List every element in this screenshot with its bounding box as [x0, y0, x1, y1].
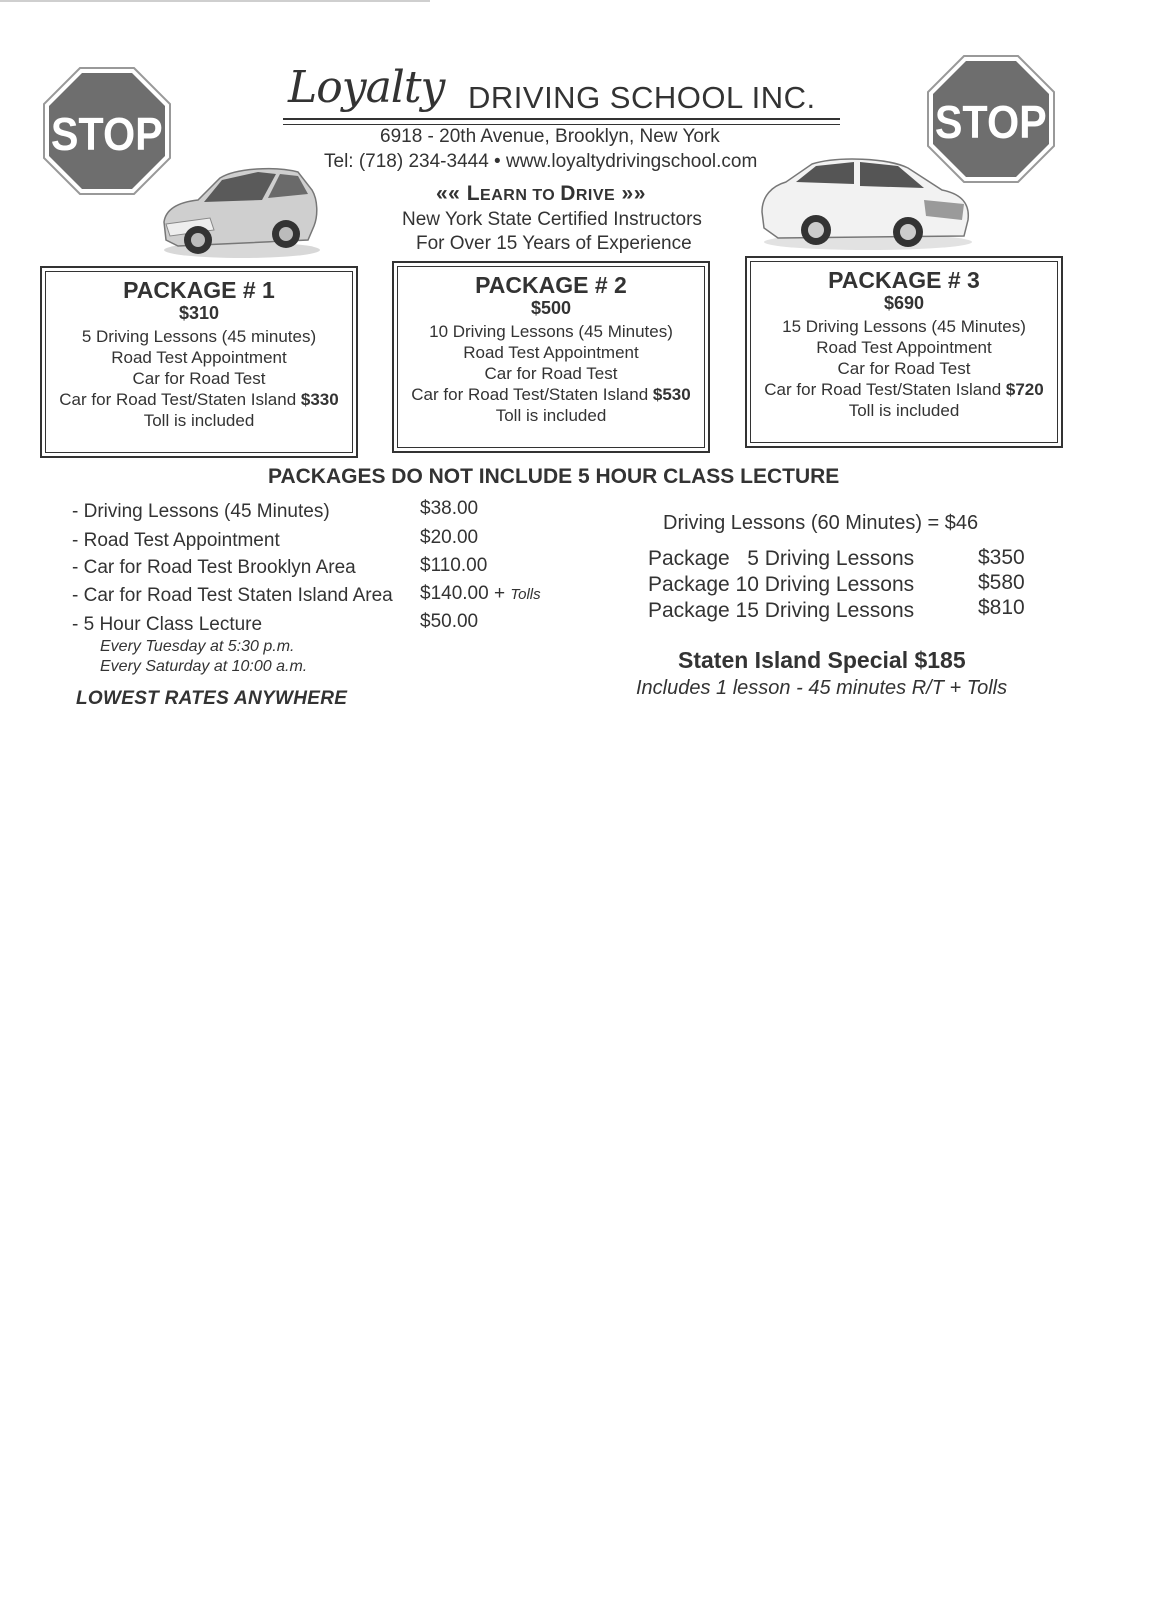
learn-to-drive-banner — [436, 182, 646, 206]
package-title: PACKAGE # 2 — [475, 272, 627, 298]
package-toll: Toll is included — [495, 406, 607, 425]
price-item-label: - Driving Lessons (45 Minutes) — [72, 501, 330, 522]
lesson-package-label: Package 5 Driving Lessons — [648, 547, 915, 570]
sixty-minute-lesson-price: Driving Lessons (60 Minutes) = $46 — [663, 512, 979, 534]
package-appointment: Road Test Appointment — [111, 348, 287, 367]
package-staten-label: Car for Road Test/Staten Island — [411, 385, 653, 404]
package-title: PACKAGE # 3 — [828, 267, 980, 293]
package-price: $500 — [530, 298, 572, 318]
learn-part-2: RIVE — [575, 187, 616, 204]
package-title: PACKAGE # 1 — [123, 277, 275, 303]
lesson-package-label: Package 10 Driving Lessons — [648, 573, 915, 596]
address: 6918 - 20th Avenue, Brooklyn, New York — [380, 126, 720, 147]
price-item-extra: Tolls — [510, 586, 541, 603]
price-item-label: - Road Test Appointment — [72, 530, 280, 551]
package-appointment: Road Test Appointment — [463, 343, 639, 362]
car-left-icon — [158, 160, 320, 260]
price-item-label: - 5 Hour Class Lecture — [72, 614, 263, 635]
stop-sign-right-text: STOP — [934, 97, 1047, 149]
package-card-1 — [40, 266, 358, 458]
package-toll: Toll is included — [848, 401, 960, 420]
package-staten-price: $330 — [300, 390, 339, 409]
price-item-label: - Car for Road Test Brooklyn Area — [72, 557, 356, 578]
package-staten-price: $530 — [652, 385, 691, 404]
scan-edge-line — [0, 0, 430, 2]
staten-island-special-subtitle: Includes 1 lesson - 45 minutes R/T + Tolls — [636, 677, 1008, 699]
price-item-value: $38.00 — [420, 498, 479, 519]
package-card-2 — [392, 261, 710, 453]
package-staten-island — [398, 384, 704, 405]
header-rule — [283, 118, 840, 120]
header-rule-thin — [283, 124, 840, 125]
package-appointment: Road Test Appointment — [816, 338, 992, 357]
lesson-package-price: $810 — [978, 596, 1025, 619]
package-staten-label: Car for Road Test/Staten Island — [764, 380, 1006, 399]
package-staten-island — [46, 389, 352, 410]
package-lessons: 15 Driving Lessons (45 Minutes) — [782, 317, 1026, 336]
certified-line: New York State Certified Instructors — [402, 209, 702, 230]
lecture-schedule-saturday: Every Saturday at 10:00 a.m. — [100, 658, 308, 675]
brand-logo-script: Loyalty — [288, 62, 445, 113]
learn-part-1: EARN TO — [480, 187, 561, 204]
staten-island-special-title: Staten Island Special $185 — [678, 647, 966, 673]
package-toll: Toll is included — [143, 411, 255, 430]
package-car: Car for Road Test — [484, 364, 618, 383]
learn-d: D — [560, 182, 576, 205]
packages-notice: PACKAGES DO NOT INCLUDE 5 HOUR CLASS LECTURE — [268, 465, 840, 488]
experience-line: For Over 15 Years of Experience — [416, 233, 692, 254]
price-item-label: - Car for Road Test Staten Island Area — [72, 585, 393, 606]
stop-sign-left-icon — [42, 66, 172, 196]
price-item-value: $110.00 — [420, 555, 488, 576]
package-car: Car for Road Test — [837, 359, 971, 378]
package-card-3 — [745, 256, 1063, 448]
package-lessons: 10 Driving Lessons (45 Minutes) — [429, 322, 673, 341]
price-item-value — [420, 583, 541, 605]
package-price: $690 — [883, 293, 925, 313]
package-staten-island — [751, 379, 1057, 400]
brand-name: DRIVING SCHOOL INC. — [468, 80, 816, 115]
package-staten-label: Car for Road Test/Staten Island — [59, 390, 301, 409]
contact-line: Tel: (718) 234-3444 • www.loyaltydrivingschool.com — [324, 151, 758, 172]
package-staten-price: $720 — [1005, 380, 1044, 399]
lesson-package-price: $350 — [978, 546, 1025, 569]
car-right-icon — [758, 156, 974, 252]
price-item-value: $50.00 — [420, 611, 479, 632]
lesson-package-price: $580 — [978, 571, 1025, 594]
package-lessons: 5 Driving Lessons (45 minutes) — [81, 327, 317, 346]
learn-right: »» — [615, 182, 646, 205]
lowest-rates-tagline: LOWEST RATES ANYWHERE — [76, 688, 348, 709]
package-car: Car for Road Test — [132, 369, 266, 388]
learn-left: «« L — [436, 182, 481, 205]
stop-sign-left-text: STOP — [50, 109, 163, 161]
price-item-amount: $140.00 + — [420, 583, 511, 604]
package-price: $310 — [178, 303, 220, 323]
lecture-schedule-tuesday: Every Tuesday at 5:30 p.m. — [100, 638, 295, 655]
price-item-value: $20.00 — [420, 527, 479, 548]
lesson-package-label: Package 15 Driving Lessons — [648, 599, 915, 622]
